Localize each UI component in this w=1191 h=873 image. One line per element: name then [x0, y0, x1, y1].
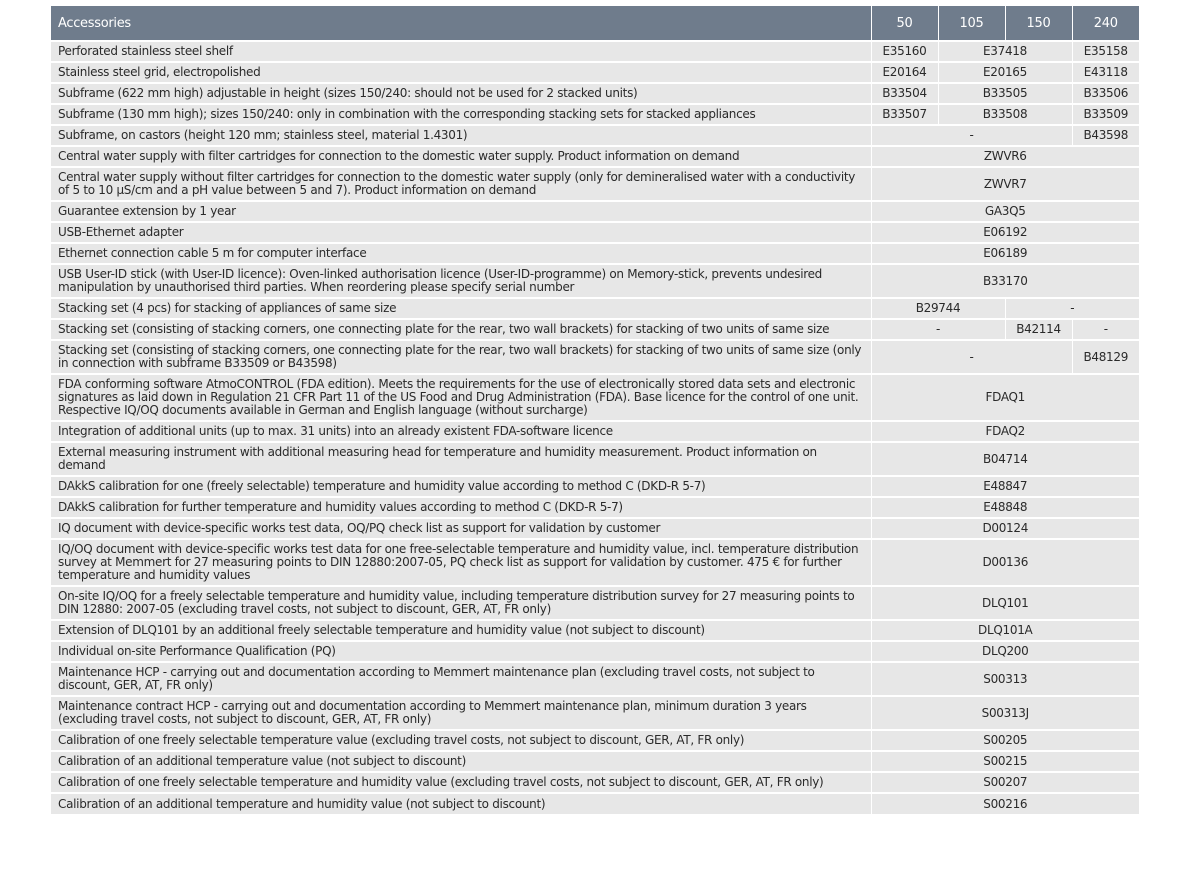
article-code: B33170 [871, 264, 1139, 298]
article-code: S00207 [871, 772, 1139, 793]
row-description: DAkkS calibration for further temperature and humidity values according to method C (DKD-R 5-7) [51, 497, 871, 518]
article-code: B33504 [871, 83, 938, 104]
row-description: Central water supply without filter cartridges for connection to the domestic water supply (only for demineralised water with a conductivity of 5 to 10 µS/cm and a pH value between 5 and 7). Product information on demand [51, 167, 871, 201]
accessories-table [51, 6, 1139, 814]
row-description: Calibration of an additional temperature and humidity value (not subject to discount) [51, 793, 871, 814]
table-row [51, 586, 1139, 620]
article-code: B48129 [1072, 340, 1139, 374]
article-code: - [871, 125, 1072, 146]
article-code: S00313 [871, 662, 1139, 696]
header-size-105: 105 [938, 6, 1005, 41]
table-row [51, 442, 1139, 476]
row-description: Ethernet connection cable 5 m for computer interface [51, 243, 871, 264]
article-code: S00205 [871, 730, 1139, 751]
article-code: E48848 [871, 497, 1139, 518]
header-size-150: 150 [1005, 6, 1072, 41]
row-description: IQ document with device-specific works test data, OQ/PQ check list as support for validation by customer [51, 518, 871, 539]
article-code: E43118 [1072, 62, 1139, 83]
article-code: B29744 [871, 298, 1005, 319]
article-code: FDAQ2 [871, 421, 1139, 442]
article-code: B33509 [1072, 104, 1139, 125]
article-code: D00124 [871, 518, 1139, 539]
row-description: Central water supply with filter cartridges for connection to the domestic water supply. Product information on demand [51, 146, 871, 167]
article-code: ZWVR6 [871, 146, 1139, 167]
row-description: Maintenance contract HCP - carrying out and documentation according to Memmert maintenance plan, minimum duration 3 years (excluding travel costs, not subject to discount, GER, AT, FR only) [51, 696, 871, 730]
row-description: Individual on-site Performance Qualification (PQ) [51, 641, 871, 662]
table-row [51, 518, 1139, 539]
table-row [51, 167, 1139, 201]
article-code: E20165 [938, 62, 1072, 83]
row-description: DAkkS calibration for one (freely selectable) temperature and humidity value according to method C (DKD-R 5-7) [51, 476, 871, 497]
article-code: B43598 [1072, 125, 1139, 146]
row-description: Calibration of one freely selectable temperature value (excluding travel costs, not subject to discount, GER, AT, FR only) [51, 730, 871, 751]
row-description: Subframe (130 mm high); sizes 150/240: only in combination with the corresponding stacking sets for stacked appliances [51, 104, 871, 125]
article-code: - [871, 319, 1005, 340]
row-description: Subframe, on castors (height 120 mm; stainless steel, material 1.4301) [51, 125, 871, 146]
table-row [51, 476, 1139, 497]
row-description: Subframe (622 mm high) adjustable in height (sizes 150/240: should not be used for 2 stacked units) [51, 83, 871, 104]
table-row [51, 421, 1139, 442]
accessories-table-container [51, 6, 1139, 814]
table-row [51, 772, 1139, 793]
table-row [51, 201, 1139, 222]
article-code: GA3Q5 [871, 201, 1139, 222]
article-code: E20164 [871, 62, 938, 83]
table-row [51, 793, 1139, 814]
article-code: E48847 [871, 476, 1139, 497]
article-code: DLQ200 [871, 641, 1139, 662]
header-title: Accessories [51, 6, 871, 41]
article-code: S00313J [871, 696, 1139, 730]
article-code: - [1005, 298, 1139, 319]
table-row [51, 641, 1139, 662]
article-code: S00215 [871, 751, 1139, 772]
article-code: E06192 [871, 222, 1139, 243]
article-code: DLQ101 [871, 586, 1139, 620]
table-row [51, 298, 1139, 319]
article-code: B33506 [1072, 83, 1139, 104]
article-code: B33508 [938, 104, 1072, 125]
article-code: S00216 [871, 793, 1139, 814]
table-row [51, 62, 1139, 83]
article-code: E35160 [871, 41, 938, 62]
article-code: B33507 [871, 104, 938, 125]
article-code: - [1072, 319, 1139, 340]
table-row [51, 104, 1139, 125]
table-row [51, 243, 1139, 264]
row-description: Stacking set (4 pcs) for stacking of appliances of same size [51, 298, 871, 319]
row-description: IQ/OQ document with device-specific works test data for one free-selectable temperature and humidity value, incl. temperature distribution survey at Memmert for 27 measuring points to DIN 12880:2007-05, PQ check list as support for validation by customer. 475 € for further temperature and humidity values [51, 539, 871, 586]
article-code: E37418 [938, 41, 1072, 62]
article-code: B33505 [938, 83, 1072, 104]
row-description: FDA conforming software AtmoCONTROL (FDA edition). Meets the requirements for the use of electronically stored data sets and electronic signatures as laid down in Regulation 21 CFR Part 11 of the US Food and Drug Administration (FDA). Base licence for the control of one unit. Respective IQ/OQ documents available in German and English language (without surcharge) [51, 374, 871, 421]
table-row [51, 125, 1139, 146]
row-description: Calibration of one freely selectable temperature and humidity value (excluding travel costs, not subject to discount, GER, AT, FR only) [51, 772, 871, 793]
table-row [51, 696, 1139, 730]
row-description: Calibration of an additional temperature value (not subject to discount) [51, 751, 871, 772]
row-description: Perforated stainless steel shelf [51, 41, 871, 62]
article-code: FDAQ1 [871, 374, 1139, 421]
table-row [51, 374, 1139, 421]
row-description: USB User-ID stick (with User-ID licence): Oven-linked authorisation licence (User-ID-programme) on Memory-stick, prevents undesired manipulation by unauthorised third parties. When reordering please specify serial number [51, 264, 871, 298]
row-description: Stacking set (consisting of stacking corners, one connecting plate for the rear, two wall brackets) for stacking of two units of same size (only in connection with subframe B33509 or B43598) [51, 340, 871, 374]
table-row [51, 83, 1139, 104]
table-header [51, 6, 1139, 41]
table-body [51, 41, 1139, 814]
article-code: D00136 [871, 539, 1139, 586]
header-size-240: 240 [1072, 6, 1139, 41]
row-description: On-site IQ/OQ for a freely selectable temperature and humidity value, including temperature distribution survey for 27 measuring points to DIN 12880: 2007-05 (excluding travel costs, not subject to discount, GER, AT, FR only) [51, 586, 871, 620]
table-row [51, 340, 1139, 374]
table-row [51, 264, 1139, 298]
row-description: Integration of additional units (up to max. 31 units) into an already existent FDA-software licence [51, 421, 871, 442]
row-description: Maintenance HCP - carrying out and documentation according to Memmert maintenance plan (excluding travel costs, not subject to discount, GER, AT, FR only) [51, 662, 871, 696]
table-row [51, 730, 1139, 751]
table-row [51, 620, 1139, 641]
row-description: USB-Ethernet adapter [51, 222, 871, 243]
article-code: E35158 [1072, 41, 1139, 62]
table-row [51, 41, 1139, 62]
table-row [51, 319, 1139, 340]
table-row [51, 662, 1139, 696]
article-code: B42114 [1005, 319, 1072, 340]
header-size-50: 50 [871, 6, 938, 41]
row-description: Guarantee extension by 1 year [51, 201, 871, 222]
row-description: Extension of DLQ101 by an additional freely selectable temperature and humidity value (not subject to discount) [51, 620, 871, 641]
article-code: B04714 [871, 442, 1139, 476]
table-row [51, 751, 1139, 772]
article-code: E06189 [871, 243, 1139, 264]
table-row [51, 222, 1139, 243]
table-row [51, 146, 1139, 167]
article-code: DLQ101A [871, 620, 1139, 641]
table-row [51, 539, 1139, 586]
row-description: Stacking set (consisting of stacking corners, one connecting plate for the rear, two wall brackets) for stacking of two units of same size [51, 319, 871, 340]
article-code: - [871, 340, 1072, 374]
row-description: External measuring instrument with additional measuring head for temperature and humidity measurement. Product information on demand [51, 442, 871, 476]
table-row [51, 497, 1139, 518]
row-description: Stainless steel grid, electropolished [51, 62, 871, 83]
article-code: ZWVR7 [871, 167, 1139, 201]
